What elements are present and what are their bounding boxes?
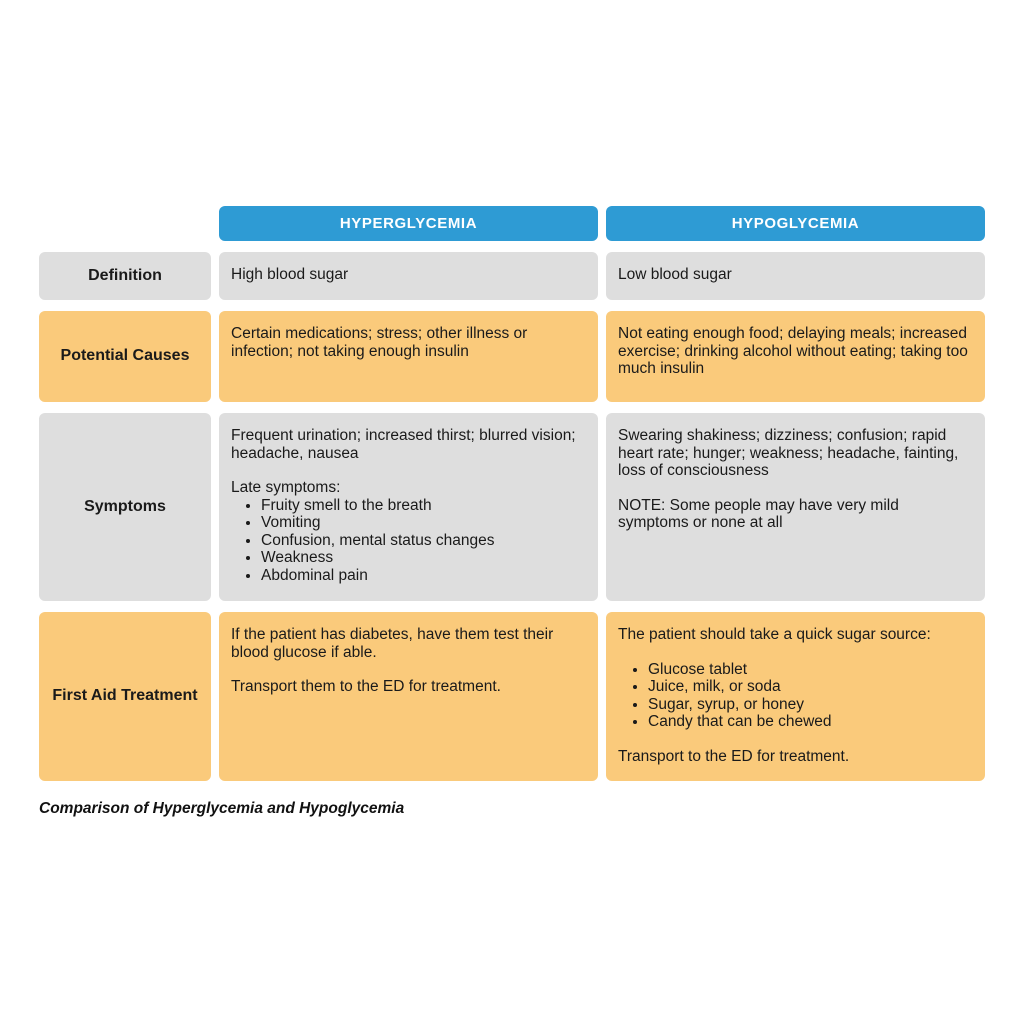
row-label-definition: Definition <box>39 252 211 300</box>
bullet-item: • Confusion, mental status changes <box>261 532 582 550</box>
cell-symptoms-hypoglycemia <box>606 413 985 601</box>
cell-paragraph: Frequent urination; increased thirst; blurred vision; headache, nausea <box>231 427 576 462</box>
cell-first-aid-hyperglycemia <box>219 612 598 781</box>
cell-paragraph: The patient should take a quick sugar source: <box>618 626 931 643</box>
header-spacer <box>39 206 211 241</box>
bullet-item: • Weakness <box>261 549 582 567</box>
bullet-item: • Glucose tablet <box>648 661 969 679</box>
row-label-first-aid-treatment: First Aid Treatment <box>39 612 211 781</box>
bullet-item: • Abdominal pain <box>261 567 582 585</box>
cell-potential-causes-hypoglycemia <box>606 311 985 402</box>
bullet-item: • Candy that can be chewed <box>648 713 969 731</box>
cell-paragraph: Low blood sugar <box>618 266 732 283</box>
cell-paragraph: Certain medications; stress; other illness or infection; not taking enough insulin <box>231 325 528 360</box>
bullet-item: • Sugar, syrup, or honey <box>648 696 969 714</box>
row-label-potential-causes: Potential Causes <box>39 311 211 402</box>
row-label-symptoms: Symptoms <box>39 413 211 601</box>
cell-paragraph: Transport to the ED for treatment. <box>618 747 850 765</box>
column-header-hyperglycemia: HYPERGLYCEMIA <box>219 206 598 241</box>
bullet-item: • Juice, milk, or soda <box>648 678 969 696</box>
table-caption: Comparison of Hyperglycemia and Hypoglycemia <box>39 800 405 817</box>
cell-definition-hypoglycemia <box>606 252 985 300</box>
cell-first-aid-hypoglycemia <box>606 612 985 781</box>
column-header-hypoglycemia: HYPOGLYCEMIA <box>606 206 985 241</box>
cell-paragraph: Swearing shakiness; dizziness; confusion; rapid heart rate; hunger; weakness; headache, fainting, loss of consciousness <box>618 427 959 479</box>
cell-definition-hyperglycemia <box>219 252 598 300</box>
cell-paragraph: NOTE: Some people may have very mild symptoms or none at all <box>618 496 899 531</box>
bullet-item: • Vomiting <box>261 514 582 532</box>
cell-paragraph: Not eating enough food; delaying meals; increased exercise; drinking alcohol without eating; taking too much insulin <box>618 325 968 377</box>
bullet-list <box>231 497 582 585</box>
cell-paragraph: If the patient has diabetes, have them test their blood glucose if able. <box>231 626 554 661</box>
cell-potential-causes-hyperglycemia <box>219 311 598 402</box>
cell-paragraph: Transport them to the ED for treatment. <box>231 678 501 695</box>
bullet-list <box>618 661 969 731</box>
bullet-item: • Fruity smell to the breath <box>261 497 582 515</box>
comparison-table <box>39 206 985 781</box>
cell-symptoms-hyperglycemia <box>219 413 598 601</box>
cell-paragraph: High blood sugar <box>231 266 349 283</box>
cell-paragraph: Late symptoms: <box>231 479 341 496</box>
